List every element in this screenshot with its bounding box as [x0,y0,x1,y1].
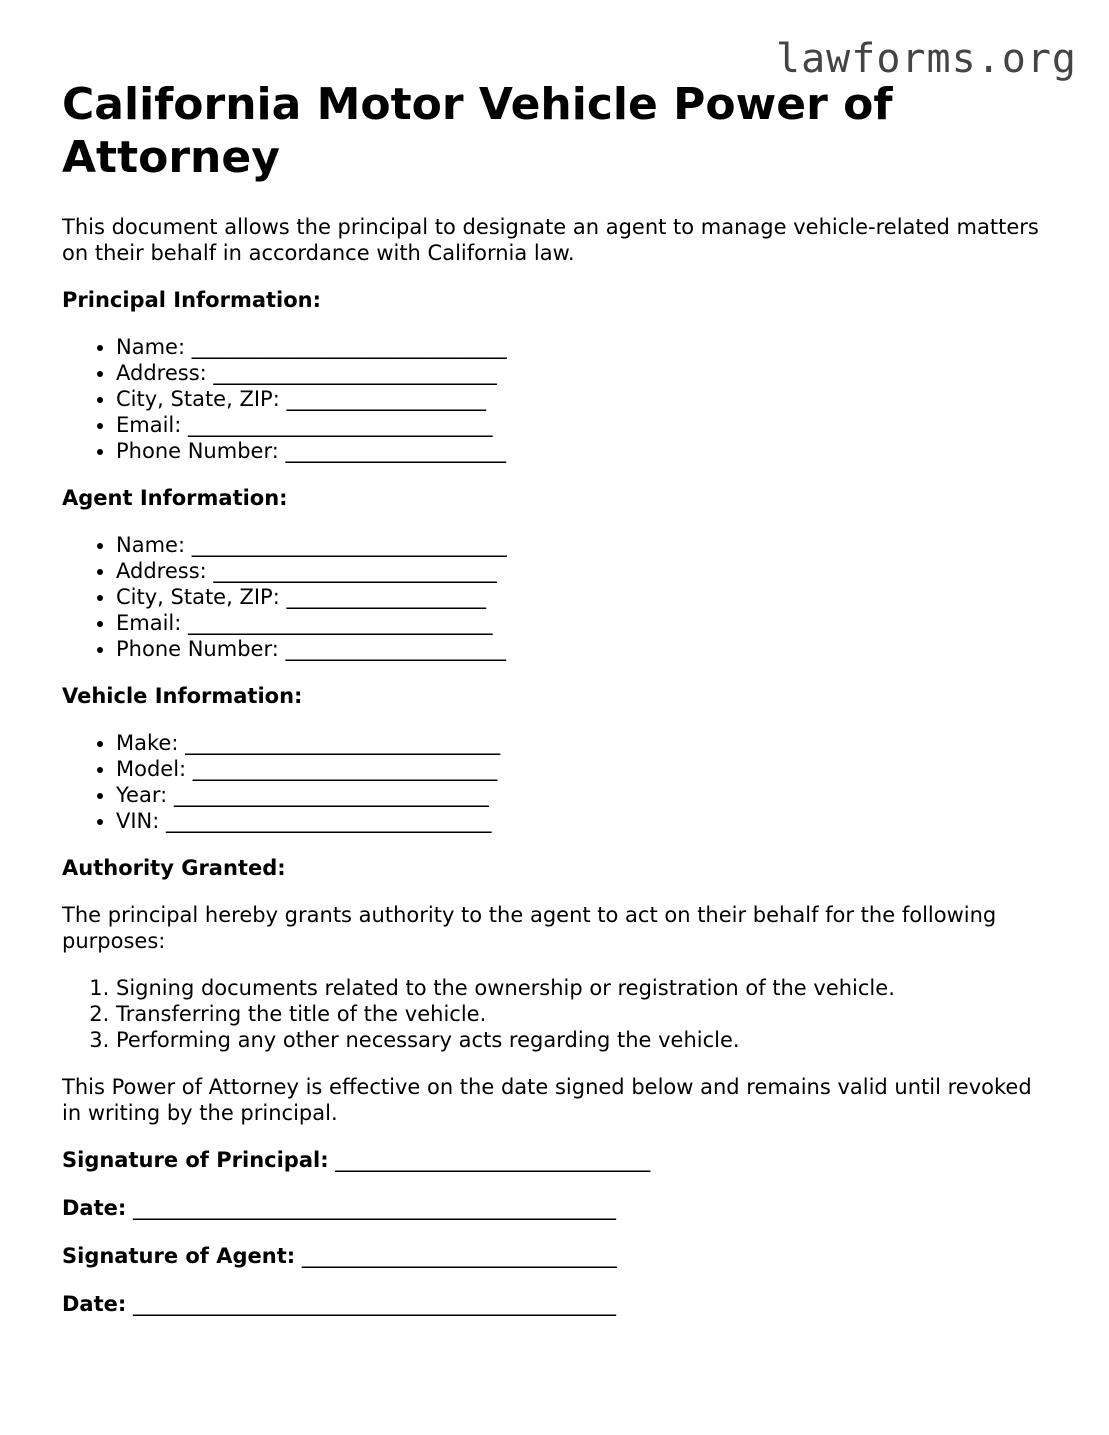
principal-date-field[interactable] [62,1195,1052,1221]
agent-signature-line[interactable]: ______________________________ [295,1244,617,1268]
authority-item: 3. Performing any other necessary acts regarding the vehicle. [116,1027,1052,1053]
agent-signature-label: Signature of Agent: [62,1244,296,1268]
vehicle-vin-field[interactable]: • VIN: _______________________________ [116,808,1052,834]
principal-city-state-zip-field[interactable]: • City, State, ZIP: ___________________ [116,386,1052,412]
principal-heading: Principal Information: [62,288,322,312]
principal-signature-label: Signature of Principal: [62,1148,329,1172]
agent-name-field[interactable]: • Name: ______________________________ [116,532,1052,558]
principal-phone-field[interactable]: • Phone Number: _____________________ [116,438,1052,464]
vehicle-heading: Vehicle Information: [62,684,303,708]
principal-name-field[interactable]: • Name: ______________________________ [116,334,1052,360]
agent-fields [62,532,1052,662]
agent-date-field[interactable] [62,1291,1052,1317]
agent-date-label: Date: [62,1292,127,1316]
agent-signature-field[interactable] [62,1243,1052,1269]
principal-date-label: Date: [62,1196,127,1220]
vehicle-year-field[interactable]: • Year: ______________________________ [116,782,1052,808]
principal-signature-field[interactable] [62,1147,1052,1173]
agent-address-field[interactable]: • Address: ___________________________ [116,558,1052,584]
principal-email-field[interactable]: • Email: _____________________________ [116,412,1052,438]
vehicle-fields [62,730,1052,834]
agent-email-field[interactable]: • Email: _____________________________ [116,610,1052,636]
principal-address-field[interactable]: • Address: ___________________________ [116,360,1052,386]
agent-city-state-zip-field[interactable]: • City, State, ZIP: ___________________ [116,584,1052,610]
authority-heading: Authority Granted: [62,856,286,880]
principal-date-line[interactable]: ______________________________________________ [126,1196,616,1220]
principal-signature-line[interactable]: ______________________________ [328,1148,651,1172]
vehicle-make-field[interactable]: • Make: ______________________________ [116,730,1052,756]
principal-fields [62,334,1052,464]
site-watermark: lawforms.org [776,36,1077,82]
authority-intro: The principal hereby grants authority to the agent to act on their behalf for the following purposes: [62,903,997,953]
document-title: California Motor Vehicle Power of Attorney [62,79,893,183]
authority-item: 1. Signing documents related to the ownership or registration of the vehicle. [116,975,1052,1001]
effective-paragraph: This Power of Attorney is effective on the date signed below and remains valid until revoked in writing by the principal. [62,1075,1032,1125]
vehicle-model-field[interactable]: • Model: _____________________________ [116,756,1052,782]
authority-item: 2. Transferring the title of the vehicle. [116,1001,1052,1027]
agent-phone-field[interactable]: • Phone Number: _____________________ [116,636,1052,662]
document-body [62,78,1052,1339]
agent-date-line[interactable]: ______________________________________________ [126,1292,616,1316]
intro-paragraph: This document allows the principal to designate an agent to manage vehicle-related matters on their behalf in accordance with California law. [62,215,1039,265]
agent-heading: Agent Information: [62,486,288,510]
authority-list [62,975,1052,1053]
